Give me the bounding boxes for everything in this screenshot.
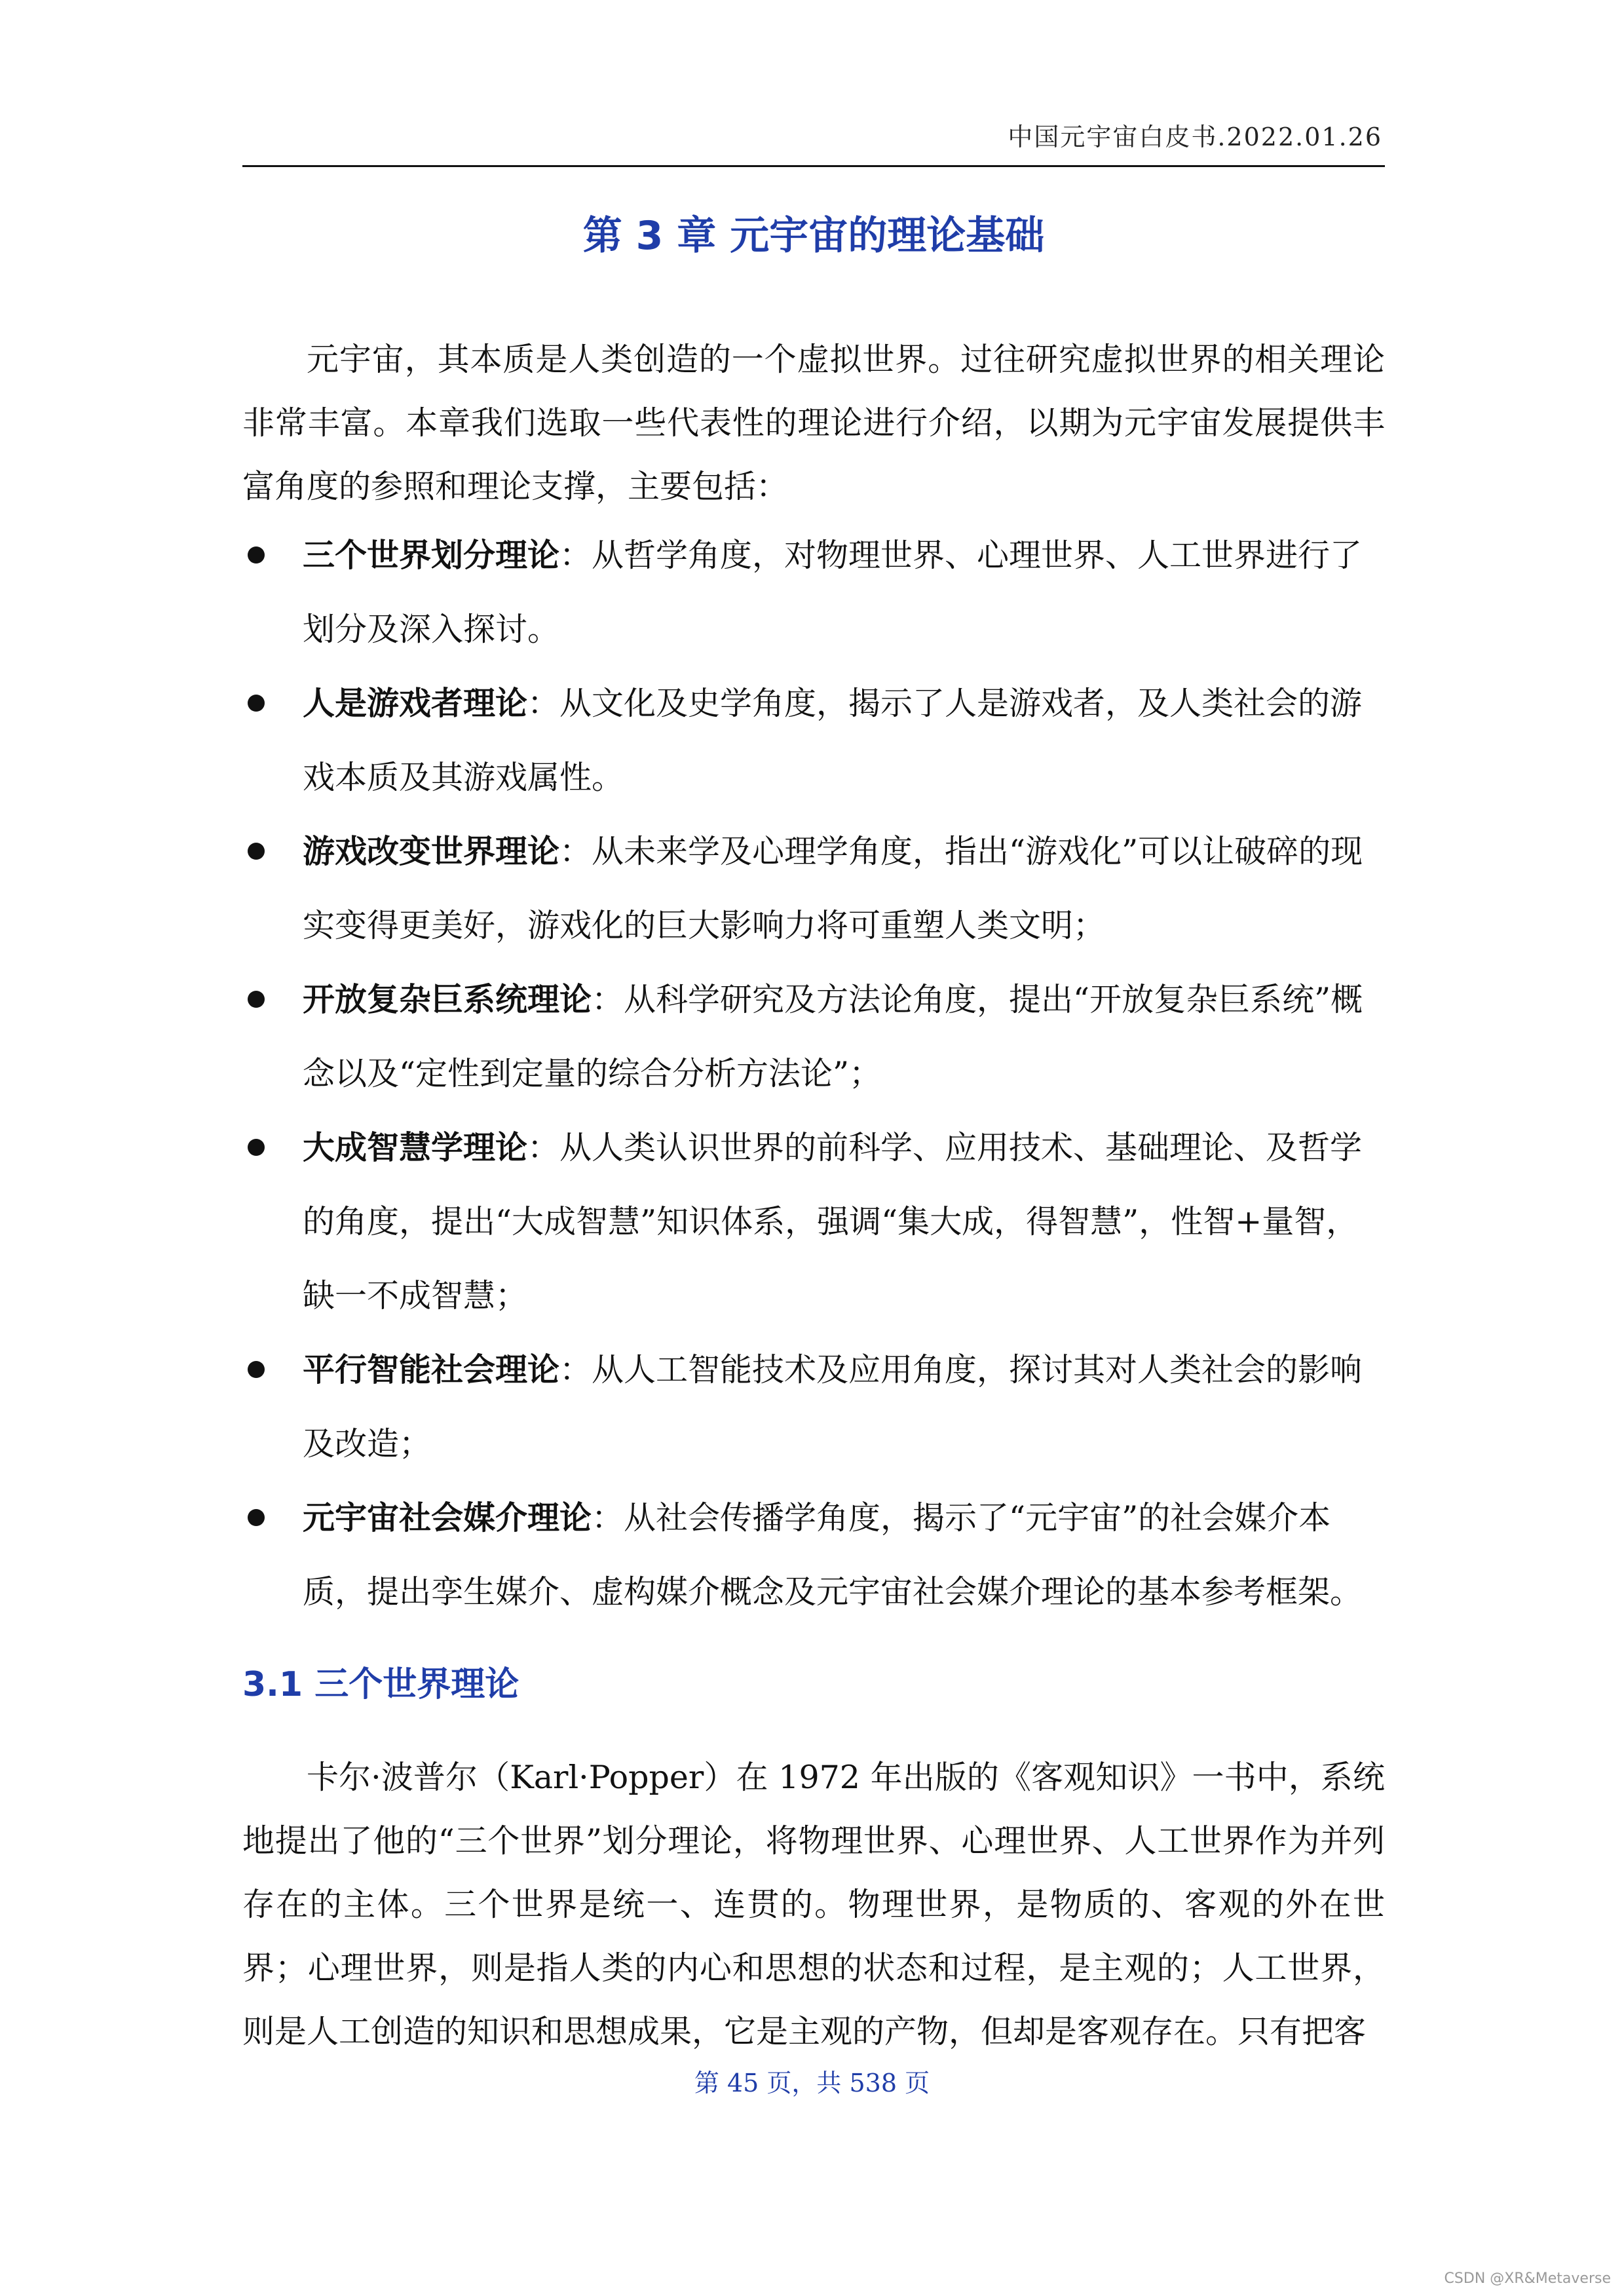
list-item [242, 1111, 1385, 1333]
page-number: 第 45 页，共 538 页 [694, 2069, 930, 2097]
list-item [242, 666, 1385, 814]
bullet-dot-icon [248, 1139, 265, 1156]
watermark-text: CSDN @XR&Metaverse [1444, 2270, 1611, 2287]
page-content [242, 328, 1385, 2063]
bullet-text: ：从社会传播学角度，揭示了“元宇宙”的社会媒介本质，提出孪生媒介、虚构媒介概念及元宇宙社会媒介理论的基本参考框架。 [303, 1499, 1363, 1611]
bullet-dot-icon [248, 991, 265, 1008]
theory-list [242, 518, 1385, 1629]
list-item [242, 963, 1385, 1111]
list-item [242, 1333, 1385, 1481]
list-item [242, 814, 1385, 963]
bullet-text: ：从人工智能技术及应用角度，探讨其对人类社会的影响及改造； [303, 1351, 1363, 1463]
bullet-term: 人是游戏者理论 [303, 685, 528, 722]
bullet-text: ：从人类认识世界的前科学、应用技术、基础理论、及哲学的角度，提出“大成智慧”知识体系，强调“集大成，得智慧”，性智+量智，缺一不成智慧； [303, 1129, 1363, 1314]
bullet-dot-icon [248, 1361, 265, 1378]
page-header-title: 中国元宇宙白皮书.2022.01.26 [1008, 123, 1382, 151]
bullet-term: 三个世界划分理论 [303, 537, 560, 574]
bullet-dot-icon [248, 695, 265, 712]
bullet-text: ：从文化及史学角度，揭示了人是游戏者，及人类社会的游戏本质及其游戏属性。 [303, 685, 1363, 796]
bullet-term: 元宇宙社会媒介理论 [303, 1499, 592, 1537]
intro-paragraph: 元宇宙，其本质是人类创造的一个虚拟世界。过往研究虚拟世界的相关理论非常丰富。本章我们选取一些代表性的理论进行介绍，以期为元宇宙发展提供丰富角度的参照和理论支撑，主要包括： [242, 341, 1385, 505]
bullet-term: 平行智能社会理论 [303, 1351, 560, 1388]
bullet-dot-icon [248, 546, 265, 564]
bullet-term: 游戏改变世界理论 [303, 833, 560, 870]
list-item [242, 1481, 1385, 1629]
bullet-term: 开放复杂巨系统理论 [303, 981, 592, 1018]
bullet-dot-icon [248, 1509, 265, 1526]
bullet-text: ：从哲学角度，对物理世界、心理世界、人工世界进行了划分及深入探讨。 [303, 537, 1363, 648]
bullet-text: ：从科学研究及方法论角度，提出“开放复杂巨系统”概念以及“定性到定量的综合分析方法论”； [303, 981, 1363, 1092]
bullet-text: ：从未来学及心理学角度，指出“游戏化”可以让破碎的现实变得更美好，游戏化的巨大影响力将可重塑人类文明； [303, 833, 1363, 944]
section-title: 3.1 三个世界理论 [242, 1665, 519, 1704]
list-item [242, 518, 1385, 666]
section-paragraph: 卡尔·波普尔（Karl·Popper）在 1972 年出版的《客观知识》一书中，系统地提出了他的“三个世界”划分理论，将物理世界、心理世界、人工世界作为并列存在的主体。三个世界是统一、连贯的。物理世界，是物质的、客观的外在世界；心理世界，则是指人类的内心和思想的状态和过程，是主观的；人工世界，则是人工创造的知识和思想成果，它是主观的产物，但却是客观存在。只有把客 [242, 1759, 1385, 2050]
bullet-dot-icon [248, 843, 265, 860]
chapter-title: 第 3 章 元宇宙的理论基础 [582, 213, 1045, 259]
bullet-term: 大成智慧学理论 [303, 1129, 528, 1166]
header-divider [242, 165, 1385, 167]
